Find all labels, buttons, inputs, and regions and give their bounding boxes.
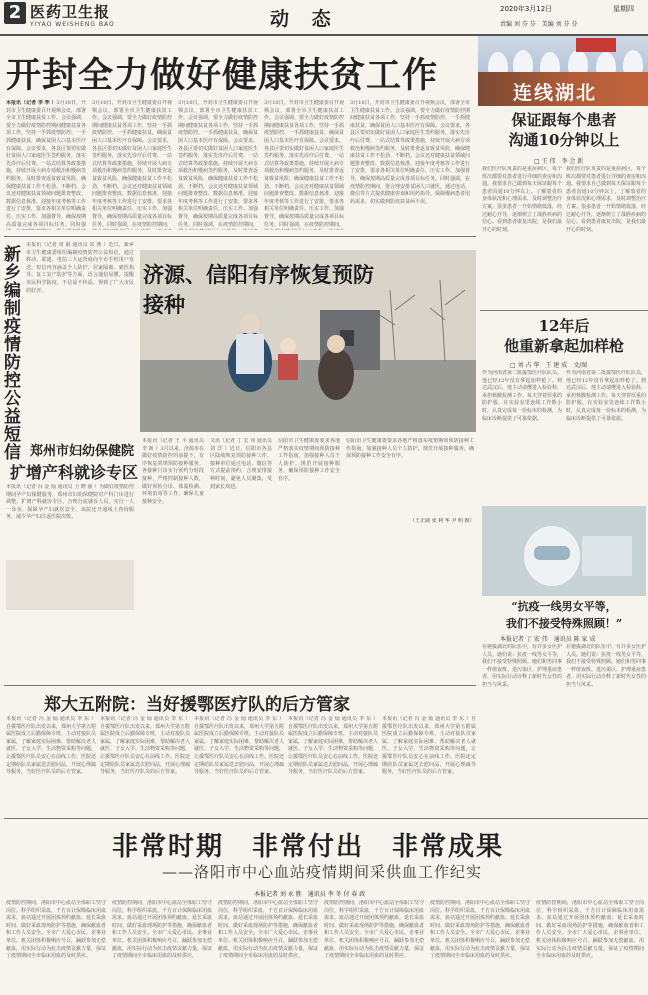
feature-1-col-3: 本报讯（记者 冯 金 灿 通讯员 李 东 ）自援鄂医疗队出发以来，郑州大学第五附属医院成立后勤保障专班，主动对接队员家属，了解家庭实际困难，帮助解决老人就医、子女入学、生活物资采购等问题，让援鄂医疗队员安心在前线工作。医院还定期给队员家属送去慰问品，开展心理疏导服务，当好医疗队员的后方管家。 bbox=[194, 716, 284, 776]
right-story-2-col-2: 作为河南省第二批援鄂医疗队队员，他已经12年没有拿起加样枪了。到达武汉后，他主动请缨进入检验科，承担核酸检测工作。每天穿着厚重的防护服，在实验室里连续工作数小时，认真完成每一份标本的检测，为临床诊断提供了可靠依据。 bbox=[566, 370, 646, 422]
right-story-3-col-2: 在驰援湖北的队伍中，有许多女医护人员。她们说：抗疫一线男女平等，我们不接受特殊照顾。她们和男同事一样值夜班、进污染区、护理重症患者，用实际行动诠释了新时代女性的担当与风采。 bbox=[566, 644, 646, 688]
right-story-2-col-1: 作为河南省第二批援鄂医疗队队员，他已经12年没有拿起加样枪了。到达武汉后，他主动请缨进入检验科，承担核酸检测工作。每天穿着厚重的防护服，在实验室里连续工作数小时，认真完成每一份标本的检测，为临床诊断提供了可靠依据。 bbox=[482, 370, 562, 422]
main-headline: 开封全力做好健康扶贫工作 bbox=[6, 55, 439, 96]
divider bbox=[4, 818, 648, 819]
bottom-feature-col-1: 疫情防控期间，洛阳市中心血站全体职工坚守岗位，科学组织采血，千方百计保障临床用血需求。血站通过开展团体预约献血、延长采血时间、做好采血现场防护等措施，确保献血者和工作人员安全。全市广大爱心市民、企事业单位、机关团体积极响应号召，踊跃参加无偿献血，用实际行动为抗击疫情贡献力量，保证了疫情期间全市临床用血的及时供应。 bbox=[6, 900, 106, 960]
right-story-2-title: 12年后 他重新拿起加样枪 bbox=[503, 317, 624, 355]
bottom-feature-col-5: 疫情防控期间，洛阳市中心血站全体职工坚守岗位，科学组织采血，千方百计保障临床用血需求。血站通过开展团体预约献血、延长采血时间、做好采血现场防护等措施，确保献血者和工作人员安全。全市广大爱心市民、企事业单位、机关团体积极响应号召，踊跃参加无偿献血，用实际行动为抗击疫情贡献力量，保证了疫情期间全市临床用血的及时供应。 bbox=[430, 900, 530, 960]
main-story-body: 3月10日，开封市卫生健康委召开视频会议，部署全市卫生健康扶贫工作。会议强调，要全力做好疫情防控期间健康扶贫各项工作，坚持一手抓疫情防控、一手抓健康扶贫，确保贫困人口基本医疗有保障。会议要求，各县区要切实做好贫困人口家庭医生签约服务，落实先诊疗后付费、一站式结算等政策措施，持续开展大病专项救治和慢病签约服务，及时排查返贫致贫风险，确保健康扶贫工作不松劲、不断档。会议还对健康扶贫领域问题排查整改、数据信息核准、迎接年度考核等工作进行了安排，要求各相关单位明确责任、压实工作、加强督导，确保按期高质量完成各项目标任务。同时强 bbox=[6, 100, 86, 228]
brief-2-headline: 郑州市妇幼保健院 bbox=[30, 444, 135, 459]
feature-1-col-4: 本报讯（记者 冯 金 灿 通讯员 李 东 ）自援鄂医疗队出发以来，郑州大学第五附属医院成立后勤保障专班，主动对接队员家属，了解家庭实际困难，帮助解决老人就医、子女入学、生活物资采购等问题，让援鄂医疗队员安心在前线工作。医院还定期给队员家属送去慰问品，开展心理疏导服务，当好医疗队员的后方管家。 bbox=[288, 716, 378, 776]
right-story-3-col-1: 在驰援湖北的队伍中，有许多女医护人员。她们说：抗疫一线男女平等，我们不接受特殊照顾。她们和男同事一样值夜班、进污染区、护理重症患者，用实际行动诠释了新时代女性的担当与风采。 bbox=[482, 644, 562, 688]
brief-2-body: 本报讯（记者 冯 金 灿 通讯员 卫 晓 丽 ）为做好疫情防控期间孕产妇保健服务，郑州市妇幼保健院对产科门诊进行调整，扩增产科就诊专区，合理分流就诊人员，实行一人一诊室，保障孕产妇就医安全。该院还开通线上咨询服务，减少孕产妇往返医院次数。 bbox=[6, 484, 134, 521]
photo-caption: （王正勋 张 利 华 尹 明 摄） bbox=[410, 518, 475, 524]
photo-story-body-left: 本报讯（记者 王 平 通讯员 李 新 ）3月以来，济源市在做好疫情防控的前提下，有序恢复常规预防接种服务。各接种门诊实行预约分时段接种，严格控制接种人数，做好预检分诊、体温检测、环境消毒等工作，确保儿童接种安全。 bbox=[142, 438, 204, 505]
main-story-col-1 bbox=[6, 100, 86, 230]
right-story-2-credit: □ 刘 占 华 王 建 成 文/图 bbox=[510, 362, 588, 369]
brief-2-subheadline: 扩增产科就诊专区 bbox=[10, 463, 139, 482]
main-story-col-5 bbox=[350, 100, 470, 230]
main-story-byline: 本报讯（记者 李 季 ） bbox=[6, 100, 57, 106]
divider bbox=[4, 685, 476, 686]
brief-1-headline: 新乡编制疫情防控公益短信 bbox=[4, 245, 21, 463]
bottom-feature-col-4: 疫情防控期间，洛阳市中心血站全体职工坚守岗位，科学组织采血，千方百计保障临床用血需求。血站通过开展团体预约献血、延长采血时间、做好采血现场防护等措施，确保献血者和工作人员安全。全市广大爱心市民、企事业单位、机关团体积极响应号召，踊跃参加无偿献血，用实际行动为抗击疫情贡献力量，保证了疫情期间全市临床用血的及时供应。 bbox=[324, 900, 424, 960]
brief-1-body: 本报讯（记者 常 娟 通讯员 朱 燕 ）近日，新乡市卫生健康委组织编制疫情防控公益短信，通过移动、联通、电信三大运营商向全市手机用户发送。短信内容涵盖个人防护、居家隔离、就医指导、复工复产防护等方面，语言通俗易懂，提醒市民科学防疫、不信谣不传谣，得到了广大市民的好评。 bbox=[26, 242, 134, 294]
photo-story-title: 济源、信阳有序恢复预防接种 bbox=[143, 262, 374, 317]
divider bbox=[480, 310, 648, 311]
right-story-1-title: 保证跟每个患者 沟通10分钟以上 bbox=[508, 111, 620, 149]
bottom-feature-col-3: 疫情防控期间，洛阳市中心血站全体职工坚守岗位，科学组织采血，千方百计保障临床用血需求。血站通过开展团体预约献血、延长采血时间、做好采血现场防护等措施，确保献血者和工作人员安全。全市广大爱心市民、企事业单位、机关团体积极响应号召，踊跃参加无偿献血，用实际行动为抗击疫情贡献力量，保证了疫情期间全市临床用血的及时供应。 bbox=[218, 900, 318, 960]
newspaper-name: 医药卫生报 bbox=[30, 3, 111, 21]
lab-worker-photo bbox=[482, 506, 646, 596]
right-story-3-quote: “抗疫一线男女平等， 我们不接受特殊照顾！” bbox=[505, 600, 623, 630]
main-story-body-cont: 3月10日，开封市卫生健康委召开视频会议，部署全市卫生健康扶贫工作。会议强调，要全力做好疫情防控期间健康扶贫各项工作，坚持一手抓疫情防控、一手抓健康扶贫，确保贫困人口基本医疗有保障。会议要求，各县区要切实做好贫困人口家庭医生签约服务，落实先诊疗后付费、一站式结算等政策措施，持续开展大病专项救治和慢病签约服务，及时排查返贫致贫风险，确保健康扶贫工作不松劲、不断档。会议还对健康扶贫领域问题排查整改、数据信息核准、迎接年度考核等工作进行了安排，要求各相关单位明确责任、压实工作、加强督导，确保按期高质量完成各项目标任务。同时强调，在疫情防控期间， bbox=[264, 100, 344, 228]
section-title: 动 态 bbox=[270, 8, 339, 30]
right-story-1-col-2: 我们医疗队负责的是重症病区，每个班次都要对患者进行详细的查房和沟通。我要求自己做到每天保证跟每个患者沟通10分钟以上，了解患者的身体状况和心理需求，及时调整治疗方案。很多患者一开始情绪低落，经过耐心开导，逐渐树立了战胜疾病的信心。看到患者康复出院，是我们最开心的时刻。 bbox=[566, 166, 646, 233]
photo-story-body-cont: 信阳市卫生健康委要求各地严格落实疫情期间预防接种工作指南，加强接种人员个人防护，规范开展接种服务，确保预防接种工作安全有序。 bbox=[346, 438, 474, 460]
photo-story-body-mid: 又讯（记者 丁 宏 伟 通讯员 刘 洋 ）近日，信阳市各县区陆续恢复预防接种工作。接种单位通过电话、微信等方式提前预约，合理安排接种时间，避免人员聚集，受到家长欢迎。 bbox=[210, 438, 272, 490]
main-story-body-cont: 3月10日，开封市卫生健康委召开视频会议，部署全市卫生健康扶贫工作。会议强调，要全力做好疫情防控期间健康扶贫各项工作，坚持一手抓疫情防控、一手抓健康扶贫，确保贫困人口基本医疗有保障。会议要求，各县区要切实做好贫困人口家庭医生签约服务，落实先诊疗后付费、一站式结算等政策措施，持续开展大病专项救治和慢病签约服务，及时排查返贫致贫风险，确保健康扶贫工作不松劲、不断档。会议还对健康扶贫领域问题排查整改、数据信息核准、迎接年度考核等工作进行了安排，要求各相关单位明确责任、压实工作、加强督导，确保按期高质量完成各项目标任务。同时强调，在疫情防控期间， bbox=[92, 100, 172, 228]
masthead bbox=[0, 0, 648, 36]
editors-line: 责编 刘 芬 芬 美编 刘 芬 芬 bbox=[500, 21, 578, 28]
main-story-col-2 bbox=[92, 100, 172, 230]
main-story-body-cont: 3月10日，开封市卫生健康委召开视频会议，部署全市卫生健康扶贫工作。会议强调，要全力做好疫情防控期间健康扶贫各项工作，坚持一手抓疫情防控、一手抓健康扶贫，确保贫困人口基本医疗有保障。会议要求，各县区要切实做好贫困人口家庭医生签约服务，落实先诊疗后付费、一站式结算等政策措施，持续开展大病专项救治和慢病签约服务，及时排查返贫致贫风险，确保健康扶贫工作不松劲、不断档。会议还对健康扶贫领域问题排查整改、数据信息核准、迎接年度考核等工作进行了安排，要求各相关单位明确责任、压实工作、加强督导，确保按期高质量完成各项目标任务。同时强调，在疫情防控期间， bbox=[178, 100, 258, 228]
main-story-body-cont: 3月10日，开封市卫生健康委召开视频会议，部署全市卫生健康扶贫工作。会议强调，要全力做好疫情防控期间健康扶贫各项工作，坚持一手抓疫情防控、一手抓健康扶贫，确保贫困人口基本医疗有保障。会议要求，各县区要切实做好贫困人口家庭医生签约服务，落实先诊疗后付费、一站式结算等政策措施，持续开展大病专项救治和慢病签约服务，及时排查返贫致贫风险，确保健康扶贫工作不松劲、不断档。会议还对健康扶贫领域问题排查整改、数据信息核准、迎接年度考核等工作进行了安排，要求各相关单位明确责任、压实工作、加强督导，确保按期高质量完成各项目标任务。同时强调，在疫情防控期间，要合理安排贫困人口就医，通过电话、微信等方式提供健康咨询和用药指导，保障慢病患者用药需求，切实做到防疫扶贫两不误。 bbox=[350, 100, 470, 205]
bottom-feature-headline: 非常时期 非常付出 非常成果 bbox=[112, 832, 505, 862]
divider bbox=[4, 236, 476, 237]
right-story-3-credit: 本报记者 丁 宏 伟 通讯员 陈 家 成 bbox=[500, 636, 596, 643]
newspaper-name-en: YIYAO WEISHENG BAO bbox=[30, 21, 115, 28]
feature-1-headline: 郑大五附院：当好援鄂医疗队的后方管家 bbox=[44, 695, 350, 715]
issue-date: 2020年3月12日 bbox=[500, 5, 553, 13]
feature-1-col-5: 本报讯（记者 冯 金 灿 通讯员 李 东 ）自援鄂医疗队出发以来，郑州大学第五附属医院成立后勤保障专班，主动对接队员家属，了解家庭实际困难，帮助解决老人就医、子女入学、生活物资采购等问题，让援鄂医疗队员安心在前线工作。医院还定期给队员家属送去慰问品，开展心理疏导服务，当好医疗队员的后方管家。 bbox=[382, 716, 476, 776]
bottom-feature-col-2: 疫情防控期间，洛阳市中心血站全体职工坚守岗位，科学组织采血，千方百计保障临床用血需求。血站通过开展团体预约献血、延长采血时间、做好采血现场防护等措施，确保献血者和工作人员安全。全市广大爱心市民、企事业单位、机关团体积极响应号召，踊跃参加无偿献血，用实际行动为抗击疫情贡献力量，保证了疫情期间全市临床用血的及时供应。 bbox=[112, 900, 212, 960]
brief-2-photo bbox=[6, 560, 134, 610]
main-story-col-3 bbox=[178, 100, 258, 230]
feature-1-col-2: 本报讯（记者 冯 金 灿 通讯员 李 东 ）自援鄂医疗队出发以来，郑州大学第五附属医院成立后勤保障专班，主动对接队员家属，了解家庭实际困难，帮助解决老人就医、子女入学、生活物资采购等问题，让援鄂医疗队员安心在前线工作。医院还定期给队员家属送去慰问品，开展心理疏导服务，当好医疗队员的后方管家。 bbox=[100, 716, 190, 776]
right-story-1-col-1: 我们医疗队负责的是重症病区，每个班次都要对患者进行详细的查房和沟通。我要求自己做到每天保证跟每个患者沟通10分钟以上，了解患者的身体状况和心理需求，及时调整治疗方案。很多患者一开始情绪低落，经过耐心开导，逐渐树立了战胜疾病的信心。看到患者康复出院，是我们最开心的时刻。 bbox=[482, 166, 562, 233]
lab-worker-illustration bbox=[482, 506, 646, 596]
bottom-feature-col-6: 疫情防控期间，洛阳市中心血站全体职工坚守岗位，科学组织采血，千方百计保障临床用血需求。血站通过开展团体预约献血、延长采血时间、做好采血现场防护等措施，确保献血者和工作人员安全。全市广大爱心市民、企事业单位、机关团体积极响应号召，踊跃参加无偿献血，用实际行动为抗击疫情贡献力量，保证了疫情期间全市临床用血的及时供应。 bbox=[536, 900, 644, 960]
bottom-feature-subheadline: ——洛阳市中心血站疫情期间采供血工作纪实 bbox=[162, 863, 483, 881]
main-story-col-4 bbox=[264, 100, 344, 230]
photo-story-body-right: 信阳市卫生健康委要求各地严格落实疫情期间预防接种工作指南，加强接种人员个人防护，规范开展接种服务，确保预防接种工作安全有序。 bbox=[278, 438, 340, 482]
issue-weekday: 星期四 bbox=[613, 5, 634, 13]
page-number: 2 bbox=[4, 2, 26, 24]
banner-title: 连线湖北 bbox=[513, 82, 598, 104]
bottom-feature-credit: 本报记者 刘 永 胜 通讯员 李 冬 付 春 政 bbox=[254, 891, 366, 898]
feature-1-col-1: 本报讯（记者 冯 金 灿 通讯员 李 东 ）自援鄂医疗队出发以来，郑州大学第五附属医院成立后勤保障专班，主动对接队员家属，了解家庭实际困难，帮助解决老人就医、子女入学、生活物资采购等问题，让援鄂医疗队员安心在前线工作。医院还定期给队员家属送去慰问品，开展心理疏导服务，当好医疗队员的后方管家。 bbox=[6, 716, 96, 776]
right-story-1-credit: □ 王 伟 李 会 新 bbox=[534, 158, 584, 165]
